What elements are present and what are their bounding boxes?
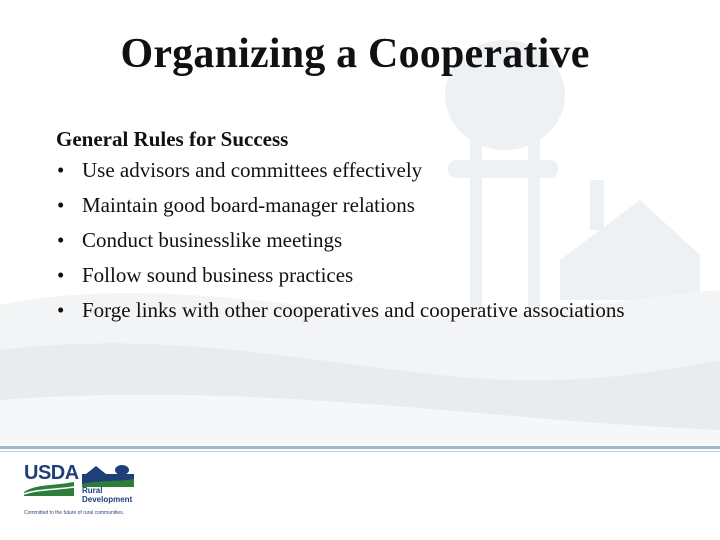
logo-tagline: Committed to the future of rural communities.	[24, 510, 125, 516]
bullet-icon: •	[57, 193, 65, 217]
bullet-text: Conduct businesslike meetings	[82, 228, 343, 252]
slide-title: Organizing a Cooperative	[120, 31, 590, 77]
bullet-item	[56, 156, 656, 184]
section-heading: General Rules for Success	[56, 127, 289, 151]
bullet-text: Forge links with other cooperatives and cooperative associations	[82, 298, 625, 322]
usda-logo-text: USDA	[24, 462, 79, 484]
bullet-item	[56, 191, 656, 219]
bullet-item	[56, 226, 656, 254]
bullet-icon: •	[57, 263, 65, 287]
usda-hills-icon	[22, 462, 76, 502]
bullet-text: Use advisors and committees effectively	[82, 158, 423, 182]
bullet-item	[56, 261, 656, 289]
rural-development-text	[82, 486, 132, 504]
slide-content	[56, 124, 656, 331]
bullet-icon: •	[57, 228, 65, 252]
rural-development-tower-icon	[82, 462, 136, 488]
bullet-text: Follow sound business practices	[82, 263, 354, 287]
bullet-text: Maintain good board-manager relations	[82, 193, 415, 217]
usda-rural-development-logo	[22, 462, 152, 522]
footer-divider	[0, 446, 720, 449]
bullet-icon: •	[57, 158, 65, 182]
bullet-icon: •	[57, 298, 65, 322]
rd-line-rural: Rural	[82, 486, 103, 495]
bullet-list	[56, 156, 656, 324]
bullet-item	[56, 296, 656, 324]
footer-divider-thin	[0, 451, 720, 452]
usda-logo	[22, 462, 79, 502]
rd-line-development: Development	[82, 495, 133, 504]
